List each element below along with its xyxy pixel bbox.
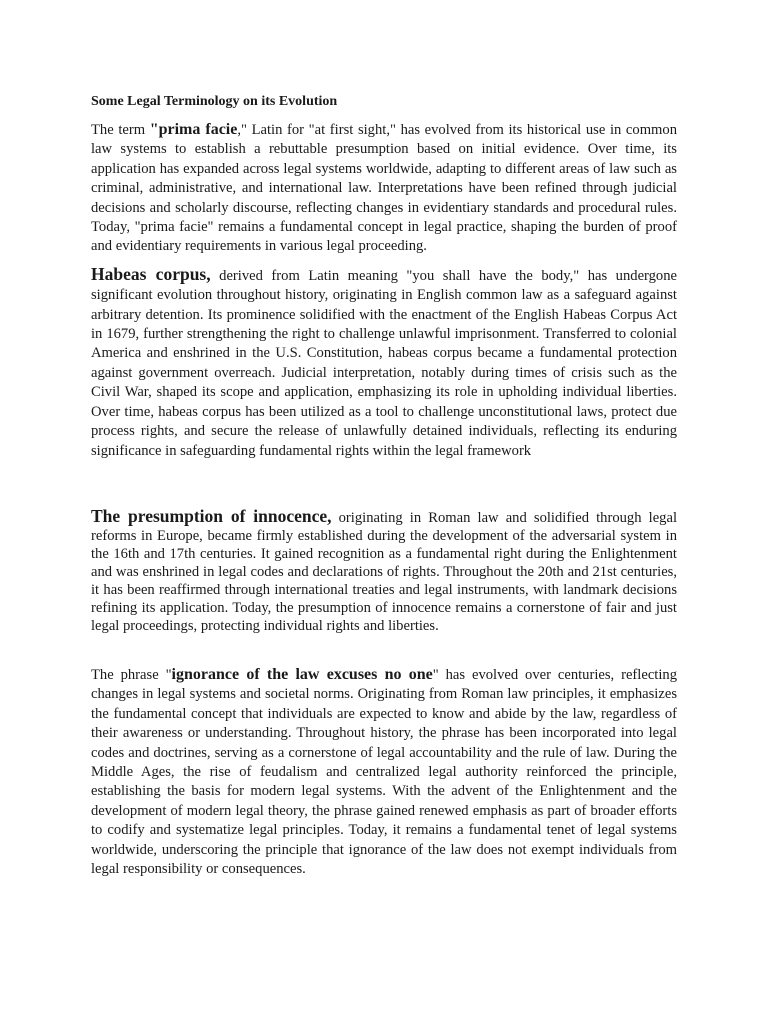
paragraph-body: originating in Roman law and solidified through legal reforms in Europe, became firmly established during the development of the adversarial system in the 16th and 17th centuries. It gained recognition as a fundamental right during the Enlightenment and was enshrined in legal codes and declarations of rights. Throughout the 20th and 21st centuries, it has been reaffirmed through international treaties and legal instruments, with landmark decisions refining its application. Today, the presumption of innocence remains a cornerstone of fair and just legal proceedings, protecting individual rights and liberties. (91, 509, 678, 634)
paragraph-lead: The phrase " (91, 666, 172, 683)
paragraph-body: derived from Latin meaning "you shall have the body," has undergone significant evolution throughout history, originating in English common law as a safeguard against arbitrary detention. Its prominence solidified with the enactment of the English Habeas Corpus Act in 1679, further strengthening the right to challenge unlawful imprisonment. Transferred to colonial America and enshrined in the U.S. Constitution, habeas corpus became a fundamental protection against government overreach. Judicial interpretation, notably during times of crisis such as the Civil War, shaped its scope and application, emphasizing its role in upholding individual liberties. Over time, habeas corpus has been utilized as a tool to challenge unconstitutional laws, protect due process rights, and secure the release of unlawfully detained individuals, reflecting its enduring significance in safeguarding fundamental rights within the legal framework (91, 267, 678, 459)
paragraph-body: " has evolved over centuries, reflecting changes in legal systems and societal norms. Originating from Roman law principles, it emphasizes the fundamental concept that individuals are expected to know and abide by the law, regardless of their awareness or understanding. Throughout history, the phrase has been incorporated into legal codes and doctrines, serving as a cornerstone of legal accountability and the rule of law. During the Middle Ages, the rise of feudalism and centralized legal authority reinforced the principle, establishing the basis for modern legal systems. With the advent of the Enlightenment and the development of modern legal theory, the phrase gained renewed emphasis as part of broader efforts to codify and systematize legal principles. Today, it remains a fundamental tenet of legal systems worldwide, underscoring the principle that ignorance of the law does not exempt individuals from legal responsibility or consequences. (91, 666, 678, 877)
term-ignorance-of-law: ignorance of the law excuses no one (171, 665, 433, 683)
paragraph-habeas-corpus (91, 265, 677, 461)
paragraph-lead: The term (91, 122, 150, 138)
paragraph-body: ," Latin for "at first sight," has evolved from its historical use in common law systems to establish a rebuttable presumption based on initial evidence. Over time, its application has expanded across legal systems worldwide, adapting to different areas of law such as criminal, administrative, and international law. Interpretations have been refined through judicial decisions and scholarly discourse, reflecting changes in evidentiary standards and procedural rules. Today, "prima facie" remains a fundamental concept in legal practice, shaping the burden of proof and evidentiary requirements in various legal proceeding. (91, 122, 678, 255)
term-presumption-of-innocence: The presumption of innocence, (91, 505, 332, 526)
paragraph-presumption-of-innocence (91, 507, 677, 635)
document-title: Some Legal Terminology on its Evolution (91, 94, 338, 109)
term-habeas-corpus: Habeas corpus, (91, 263, 211, 284)
term-prima-facie: "prima facie (149, 121, 238, 138)
paragraph-ignorance-of-law (91, 665, 677, 879)
document-page (91, 92, 677, 879)
paragraph-prima-facie (91, 120, 677, 257)
